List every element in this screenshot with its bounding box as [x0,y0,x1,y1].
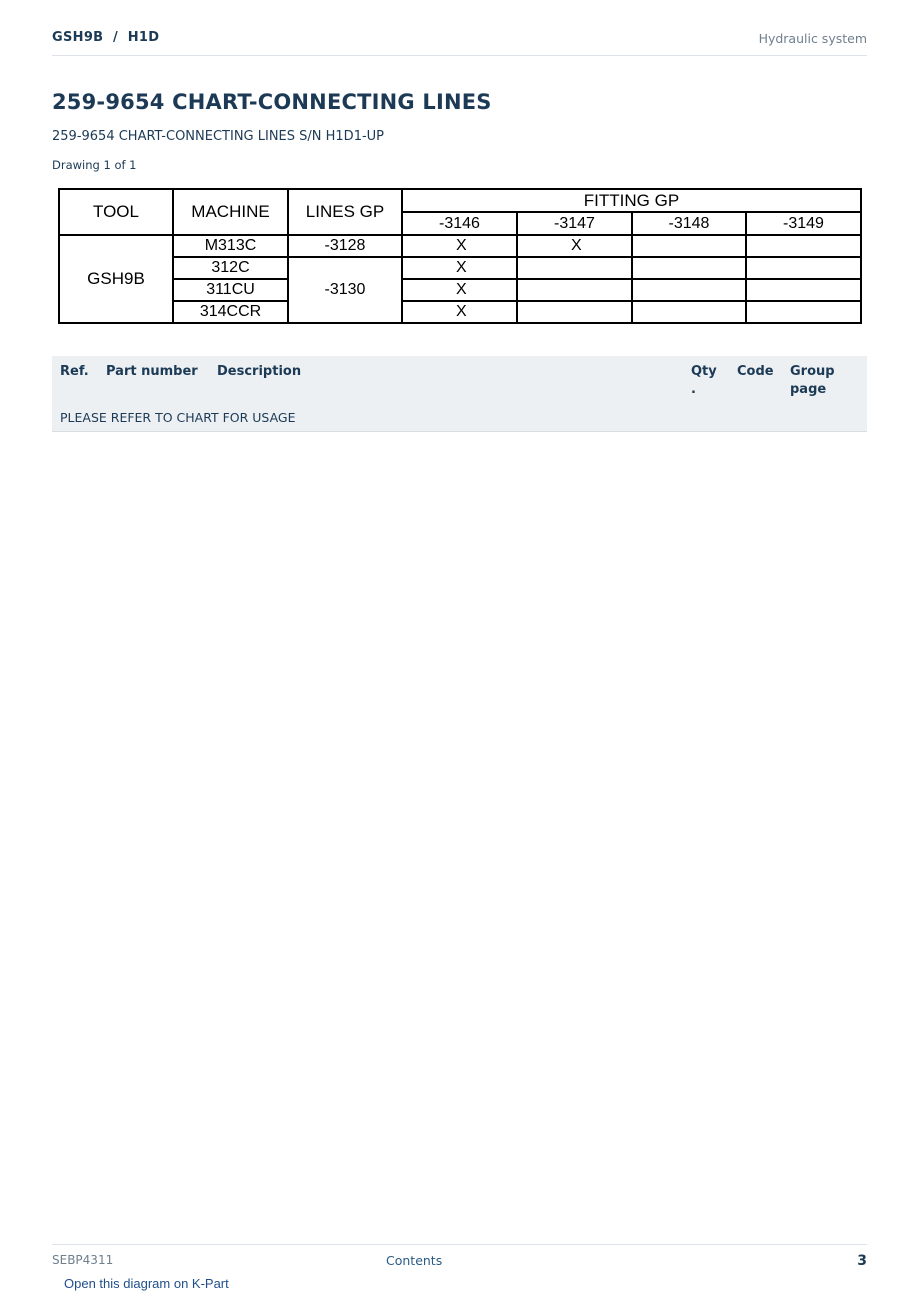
chart-empty-cell [517,279,632,301]
drawing-label: Drawing 1 of 1 [52,158,137,172]
chart-empty-cell [632,235,746,257]
chart-empty-cell [746,301,861,323]
chart-empty-cell [746,279,861,301]
chart-machine-cell: 314CCR [173,301,288,323]
chart-fitting-col: -3149 [746,212,861,235]
col-ref: Ref. [60,364,89,379]
page-footer [52,1244,867,1274]
chart-empty-cell [517,257,632,279]
chart-header-machine: MACHINE [173,189,288,235]
section-label: Hydraulic system [758,31,867,46]
chart-mark: X [402,235,517,257]
chart-header-lines-gp: LINES GP [288,189,402,235]
chart-lines-cell: -3128 [288,235,402,257]
table-row [52,406,867,432]
col-qty: Qty . [691,364,717,397]
document-id: SEBP4311 [52,1253,114,1267]
col-code: Code [737,364,774,379]
chart-machine-cell: 312C [173,257,288,279]
parts-table-header [52,356,867,406]
chart-mark: X [517,235,632,257]
chart-fitting-col: -3146 [402,212,517,235]
chart-mark: X [402,279,517,301]
page-header [52,28,867,56]
chart-mark: X [402,301,517,323]
chart-empty-cell [746,257,861,279]
page-number: 3 [857,1253,867,1269]
chart-empty-cell [746,235,861,257]
page-title: 259-9654 CHART-CONNECTING LINES [52,90,492,114]
chart-empty-cell [517,301,632,323]
chart-tool-cell: GSH9B [59,235,173,323]
page-subtitle: 259-9654 CHART-CONNECTING LINES S/N H1D1-UP [52,129,385,144]
chart-header-fitting-gp: FITTING GP [402,189,861,212]
chart-header-tool: TOOL [59,189,173,235]
kpart-link[interactable]: Open this diagram on K-Part [64,1276,229,1291]
chart-empty-cell [632,257,746,279]
chart-empty-cell [632,279,746,301]
col-part-number: Part number [106,364,198,379]
chart-machine-cell: 311CU [173,279,288,301]
contents-link[interactable]: Contents [386,1253,443,1268]
col-description: Description [217,364,302,379]
breadcrumb[interactable]: GSH9B / H1D [52,30,160,45]
chart-fitting-col: -3147 [517,212,632,235]
chart-lines-cell: -3130 [288,257,402,323]
connecting-lines-chart [58,188,862,324]
chart-fitting-col: -3148 [632,212,746,235]
chart-empty-cell [632,301,746,323]
chart-mark: X [402,257,517,279]
chart-machine-cell: M313C [173,235,288,257]
parts-table [52,356,867,432]
usage-note: PLEASE REFER TO CHART FOR USAGE [60,410,296,425]
col-group-page: Group page [790,364,835,397]
